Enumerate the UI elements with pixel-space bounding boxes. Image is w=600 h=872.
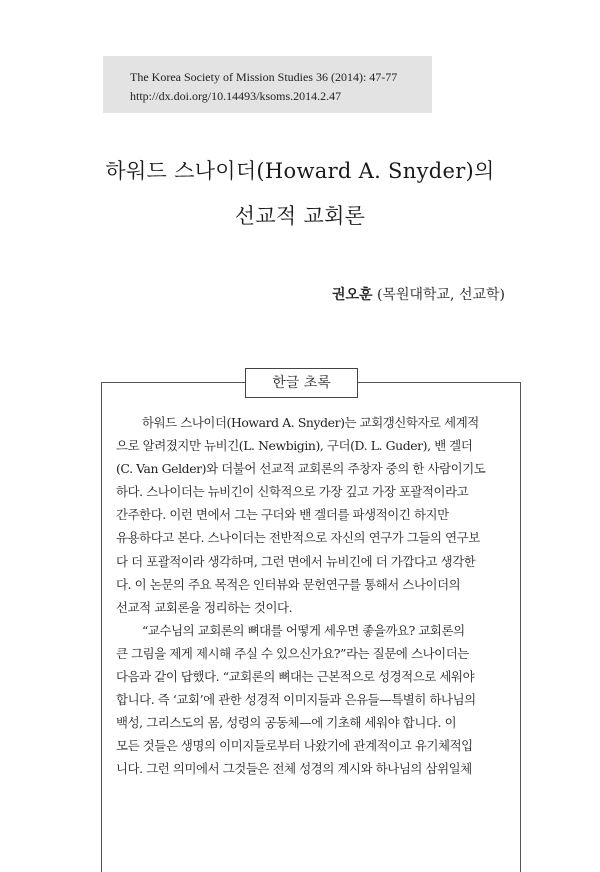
abstract-line: 유용하다고 본다. 스나이더는 전반적으로 자신의 연구가 그들의 연구보: [116, 530, 480, 546]
abstract-line: 하워드 스나이더(Howard A. Snyder)는 교회갱신학자로 세계적: [142, 415, 479, 430]
paper-title-line-1: 하워드 스나이더(Howard A. Snyder)의: [105, 159, 495, 183]
abstract-line: 합니다. 즉 ‘교회’에 관한 성경적 이미지들과 은유들—특별히 하나님의: [116, 692, 476, 708]
doi-link[interactable]: http://dx.doi.org/10.14493/ksoms.2014.2.47: [130, 89, 342, 103]
author-affiliation: (목원대학교, 선교학): [376, 287, 505, 303]
abstract-label: 한글 초록: [245, 368, 358, 398]
abstract-line: 다 더 포괄적이라 생각하며, 그런 면에서 뉴비긴에 더 가깝다고 생각한: [116, 553, 476, 569]
journal-citation: The Korea Society of Mission Studies 36 (2014): 47-77: [130, 70, 398, 84]
abstract-line: 백성, 그리스도의 몸, 성령의 공동체—에 기초해 세워야 합니다. 이: [116, 715, 457, 731]
abstract-line: 하다. 스나이더는 뉴비긴이 신학적으로 가장 깊고 가장 포괄적이라고: [116, 484, 469, 500]
abstract-line: 모든 것들은 생명의 이미지들로부터 나왔기에 관계적이고 유기체적입: [116, 738, 473, 754]
paper-title-line-2: 선교적 교회론: [234, 204, 366, 228]
abstract-line: 다. 이 논문의 주요 목적은 인터뷰와 문헌연구를 통해서 스나이더의: [116, 576, 461, 592]
abstract-line: 다음과 같이 답했다. “교회론의 뼈대는 근본적으로 성경적으로 세워야: [116, 669, 475, 685]
citation-box: [103, 56, 432, 113]
abstract-line: 큰 그림을 제게 제시해 주실 수 있으신가요?”라는 질문에 스나이더는: [116, 645, 469, 661]
abstract-line: “교수님의 교회론의 뼈대를 어떻게 세우면 좋을까요? 교회론의: [142, 622, 465, 638]
author-line: [332, 284, 505, 304]
abstract-line: 으로 알려졌지만 뉴비긴(L. Newbigin), 구더(D. L. Guder), 밴 겔더: [116, 438, 473, 454]
abstract-line: 니다. 그런 의미에서 그것들은 전체 성경의 계시와 하나님의 삼위일체: [116, 761, 472, 777]
abstract-line: 간주한다. 이런 면에서 그는 구더와 밴 겔더를 파생적이긴 하지만: [116, 507, 449, 523]
abstract-body: [116, 411, 512, 781]
abstract-line: (C. Van Gelder)와 더불어 선교적 교회론의 주창자 중의 한 사람이기도: [116, 461, 486, 477]
abstract-line: 선교적 교회론을 정리하는 것이다.: [116, 599, 293, 615]
author-name: 권오훈: [331, 287, 373, 303]
